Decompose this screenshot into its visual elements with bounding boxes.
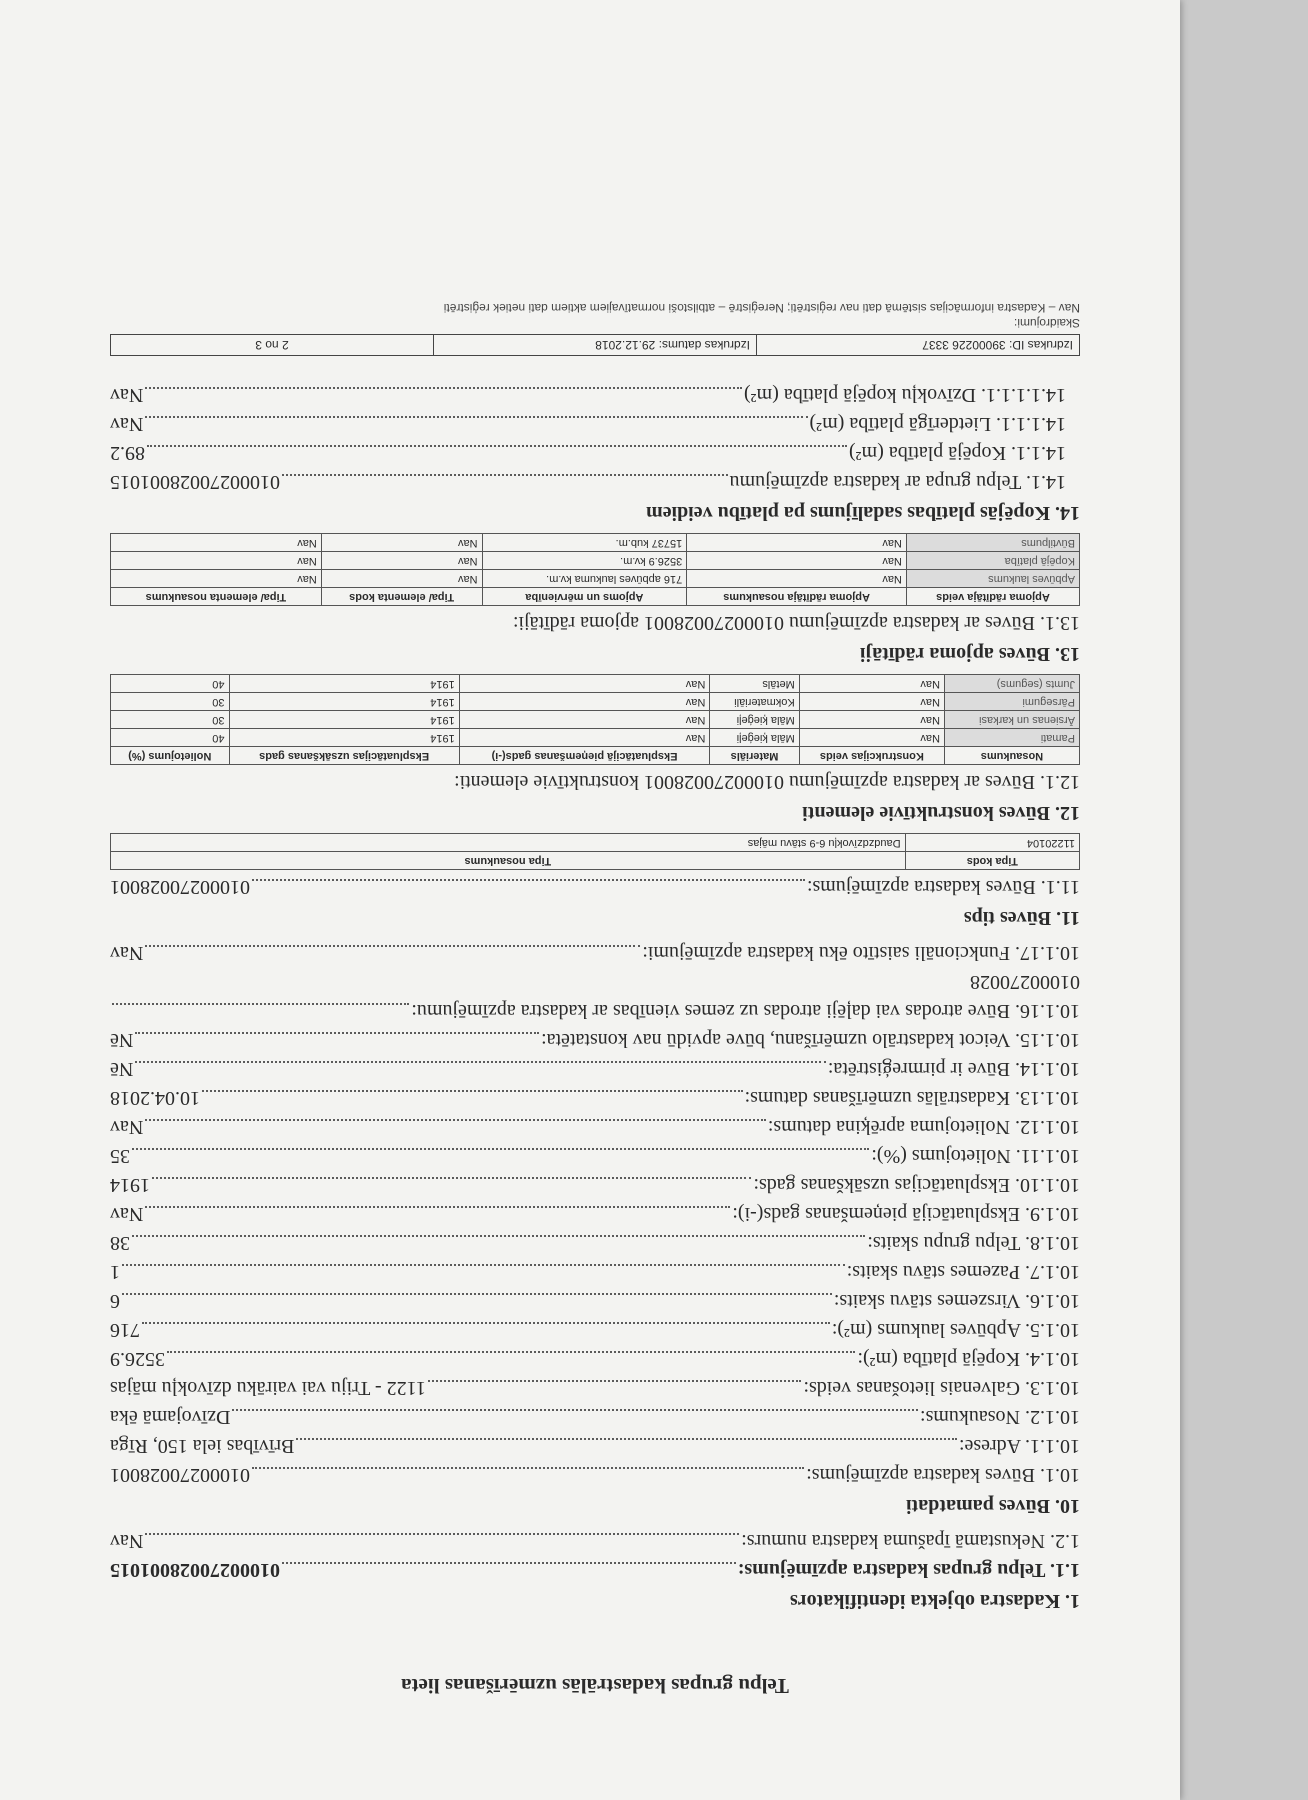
row-value: 10.04.2018: [110, 1087, 200, 1109]
table-cell: 716 apbūves laukuma kv.m.: [482, 570, 687, 588]
table-row: [111, 729, 1080, 747]
dot-leader: [112, 1003, 409, 1005]
dot-leader: [145, 1206, 730, 1208]
row-value: Nav: [110, 942, 144, 964]
table-header: Nosaukums: [944, 747, 1079, 765]
building-type-table: [110, 833, 1080, 870]
table-cell: Metāls: [710, 675, 799, 693]
row-10-8: [110, 1228, 1080, 1257]
table-cell: Pamati: [944, 729, 1079, 747]
dot-leader: [252, 1467, 804, 1469]
row-1-2: [110, 1526, 1080, 1555]
dot-leader: [296, 1438, 956, 1440]
section-14-rows: [110, 380, 1080, 496]
row-14-0: [110, 467, 1066, 496]
row-value: 89.2: [110, 442, 145, 464]
dot-leader: [147, 445, 847, 447]
row-10-5: [110, 1315, 1080, 1344]
row-label: 10.1.2. Nosaukums:: [920, 1406, 1080, 1428]
dot-leader: [132, 1148, 869, 1150]
row-value: 6: [110, 1290, 120, 1312]
dot-leader: [428, 1380, 801, 1382]
row-10-4: [110, 1344, 1080, 1373]
table-cell: Māla ķieģeļi: [710, 711, 799, 729]
table-header: Nolietojums (%): [111, 747, 230, 765]
dot-leader: [282, 474, 728, 476]
table-row: [111, 711, 1080, 729]
row-10-13: [110, 1083, 1080, 1112]
table-cell: Kokmateriāli: [710, 693, 799, 711]
table-cell: Būvtilpums: [906, 534, 1079, 552]
row-value: Nav: [110, 413, 144, 435]
table-body: [111, 534, 1080, 588]
row-value: 1: [110, 1261, 120, 1283]
page-number: 2 no 3: [255, 338, 289, 352]
dot-leader: [145, 1119, 766, 1121]
table-cell: Jumts (segums): [944, 675, 1079, 693]
row-14-2: [110, 409, 1066, 438]
row-label: 14.1.1. Kopējā platība (m²): [848, 442, 1066, 464]
table-cell: 1914: [229, 711, 459, 729]
section-10-rows: [110, 996, 1080, 1489]
table-cell: Daudzdzīvokļu 6-9 stāvu mājas: [111, 834, 906, 852]
table-cell: 40: [111, 675, 230, 693]
row-value: 1914: [110, 1174, 150, 1196]
row-10-12: [110, 1112, 1080, 1141]
row-value: 38: [110, 1232, 130, 1254]
row-label: 11.1. Būves kadastra apzīmējums:: [806, 876, 1080, 898]
print-id: Izdrukas ID: 39000226 3337: [756, 335, 1079, 355]
dot-leader: [135, 1032, 539, 1034]
table-header: Konstrukcijas veids: [799, 747, 944, 765]
row-10-16: [110, 996, 1080, 1025]
row-value: Nav: [110, 1116, 144, 1138]
row-label: 10.1.10. Ekspluatācijas uzsākšanas gads:: [753, 1174, 1080, 1196]
table-row: [111, 834, 1080, 852]
table-cell: Nav: [799, 693, 944, 711]
notes-title: Skaidrojumi:: [1013, 316, 1080, 330]
table-header: Apjoms un mērvienība: [482, 588, 687, 606]
dot-leader: [122, 1264, 845, 1266]
table-cell: Nav: [459, 729, 710, 747]
row-11-1: [110, 872, 1080, 901]
row-value: Nav: [110, 1530, 144, 1552]
row-value: 716: [110, 1319, 140, 1341]
row-14-1: [110, 438, 1066, 467]
dot-leader: [145, 416, 807, 418]
notes-text: Nav – Kadastra informācijas sistēmā dati nav reģistrēti; Nereģistrē – atbilstoši normatīvajiem aktiem dati netiek reģistrēti: [443, 301, 1080, 315]
row-label: 14.1.1.1. Lietderīgā platība (m²): [809, 413, 1066, 435]
table-cell: Nav: [321, 570, 482, 588]
dot-leader: [145, 1533, 739, 1535]
table-cell: Nav: [111, 552, 322, 570]
table-cell: Nav: [687, 534, 907, 552]
row-value: Brīvības iela 150, Rīga: [110, 1435, 295, 1457]
section-13-heading: 13. Būves apjoma rādītāji: [860, 643, 1080, 665]
table-cell: Nav: [459, 693, 710, 711]
row-label: 10.1.3. Galvenais lietošanas veids:: [803, 1377, 1080, 1399]
row-10-2: [110, 1402, 1080, 1431]
print-date: Izdrukas datums: 29.12.2018: [433, 335, 756, 355]
table-cell: Nav: [321, 552, 482, 570]
table-cell: Māla ķieģeļi: [710, 729, 799, 747]
volume-indicators-table: [110, 533, 1080, 606]
table-header: Apjoma rādītāja veids: [906, 588, 1079, 606]
row-label: 10.1.11. Nolietojums (%):: [871, 1145, 1080, 1167]
table-cell: Nav: [799, 729, 944, 747]
table-cell: Kopējā platība: [906, 552, 1079, 570]
row-13-1: 13.1. Būves ar kadastra apzīmējumu 01000270028001 apjoma rādītāji:: [512, 612, 1080, 634]
dot-leader: [145, 387, 742, 389]
row-value: Nē: [110, 1058, 134, 1080]
table-cell: 1914: [229, 729, 459, 747]
row-10-7: [110, 1257, 1080, 1286]
table-cell: 11220104: [905, 834, 1079, 852]
dot-leader: [145, 945, 640, 947]
row-10-3: [110, 1373, 1080, 1402]
table-cell: Nav: [321, 534, 482, 552]
row-label: 10.1.6. Virszemes stāvu skaits:: [833, 1290, 1080, 1312]
row-label: 10.1.9. Ekspluatācijā pieņemšanas gads(-i):: [732, 1203, 1080, 1225]
table-cell: Nav: [459, 711, 710, 729]
dot-leader: [132, 1235, 865, 1237]
row-label: 10.1.15. Veicot kadastrālo uzmērīšanu, būve apvidū nav konstatēta:: [541, 1029, 1080, 1051]
table-cell: Pārsegumi: [944, 693, 1079, 711]
row-value: 1122 - Triju vai vairāku dzīvokļu mājas: [110, 1377, 426, 1399]
row-10-11: [110, 1141, 1080, 1170]
section-14-heading: 14. Kopējās platības sadalījums pa platību veidiem: [646, 502, 1080, 524]
print-footer: [110, 334, 1080, 356]
row-14-3: [110, 380, 1066, 409]
row-label: 10.1.7. Pazemes stāvu skaits:: [846, 1261, 1080, 1283]
dot-leader: [167, 1351, 855, 1353]
row-value: Nav: [110, 384, 144, 406]
row-value: 01000270028001: [110, 876, 250, 898]
row-10-1: [110, 1431, 1080, 1460]
table-header: Tipa/ elementa kods: [321, 588, 482, 606]
row-label: 10.1.8. Telpu grupu skaits:: [867, 1232, 1080, 1254]
table-cell: 3526.9 kv.m.: [482, 552, 687, 570]
table-header-row: [111, 588, 1080, 606]
row-10-15: [110, 1025, 1080, 1054]
row-10-9: [110, 1199, 1080, 1228]
row-value: Nav: [110, 1203, 144, 1225]
row-value: 35: [110, 1145, 130, 1167]
table-cell: Nav: [111, 534, 322, 552]
table-cell: 15737 kub.m.: [482, 534, 687, 552]
table-cell: Nav: [459, 675, 710, 693]
row-10-0: [110, 1460, 1080, 1489]
row-value: 01000270028001015: [110, 1559, 280, 1581]
table-row: [111, 675, 1080, 693]
table-cell: 30: [111, 693, 230, 711]
row-10-6: [110, 1286, 1080, 1315]
dot-leader: [135, 1061, 826, 1063]
section-1-heading: 1. Kadastra objekta identifikators: [790, 1590, 1080, 1612]
row-value: Nē: [110, 1029, 134, 1051]
table-cell: Nav: [687, 570, 907, 588]
row-label: 14.1. Telpu grupa ar kadastra apzīmējumu: [729, 471, 1066, 493]
row-value: Dzīvojamā ēka: [110, 1406, 231, 1428]
document-body: [110, 300, 1080, 1700]
section-11-heading: 11. Būves tips: [963, 907, 1080, 929]
row-label: 10.1.16. Būve atrodas vai daļēji atrodas uz zemes vienības ar kadastra apzīmējumu:: [411, 1000, 1080, 1022]
dot-leader: [252, 879, 805, 881]
table-header: Ekspluatācijā pieņemšanas gads(-i): [459, 747, 710, 765]
table-row: [111, 570, 1080, 588]
dot-leader: [282, 1562, 736, 1564]
table-header: Ekspluatācijas uzsākšanas gads: [229, 747, 459, 765]
row-1-1: [110, 1555, 1080, 1584]
table-row: [111, 534, 1080, 552]
row-10-1-17: [110, 938, 1080, 967]
row-10-10: [110, 1170, 1080, 1199]
table-header: Materiāls: [710, 747, 799, 765]
table-header-row: [111, 747, 1080, 765]
dot-leader: [122, 1293, 832, 1295]
table-cell: Apbūves laukums: [906, 570, 1079, 588]
table-cell: 1914: [229, 693, 459, 711]
row-label: 10.1. Būves kadastra apzīmējums:: [806, 1464, 1080, 1486]
table-header: Tipa nosaukums: [111, 852, 906, 870]
table-cell: Nav: [687, 552, 907, 570]
section-12-heading: 12. Būves konstruktīvie elementi: [802, 802, 1080, 824]
dot-leader: [152, 1177, 751, 1179]
row-label: 10.1.1. Adrese:: [958, 1435, 1080, 1457]
row-label: 10.1.12. Nolietojuma aprēķina datums:: [767, 1116, 1080, 1138]
row-label: 10.1.4. Kopējā platība (m²):: [857, 1348, 1080, 1370]
table-cell: 1914: [229, 675, 459, 693]
row-label: 10.1.14. Būve ir pirmreģistrēta:: [827, 1058, 1080, 1080]
row-10-1-16-value: 01000270028: [970, 971, 1080, 993]
table-row: [111, 693, 1080, 711]
table-cell: Ārsienas un karkasi: [944, 711, 1079, 729]
document-title: Telpu grupas kadastrālās uzmērīšanas lieta: [401, 1674, 789, 1698]
row-12-1: 12.1. Būves ar kadastra apzīmējumu 01000270028001 konstruktīvie elementi:: [454, 771, 1080, 793]
table-cell: 40: [111, 729, 230, 747]
table-cell: Nav: [799, 675, 944, 693]
construction-elements-table: [110, 674, 1080, 765]
section-10-heading: 10. Būves pamatdati: [906, 1495, 1080, 1517]
row-label: 10.1.13. Kadastrālās uzmērīšanas datums:: [744, 1087, 1080, 1109]
row-value: 01000270028001015: [110, 471, 280, 493]
row-label: 1.1. Telpu grupas kadastra apzīmējums:: [737, 1559, 1080, 1581]
table-header: Tipa kods: [905, 852, 1079, 870]
row-value: 3526.9: [110, 1348, 165, 1370]
table-cell: Nav: [111, 570, 322, 588]
dot-leader: [202, 1090, 743, 1092]
row-value: 01000270028001: [110, 1464, 250, 1486]
table-body: [111, 675, 1080, 747]
table-header: Apjoma rādītāja nosaukums: [687, 588, 907, 606]
notes: [110, 300, 1080, 330]
dot-leader: [233, 1409, 919, 1411]
dot-leader: [142, 1322, 830, 1324]
table-row: [111, 552, 1080, 570]
row-label: 10.1.5. Apbūves laukums (m²):: [831, 1319, 1080, 1341]
table-cell: 30: [111, 711, 230, 729]
row-10-14: [110, 1054, 1080, 1083]
row-label: 10.1.17. Funkcionāli saistīto ēku kadastra apzīmējumi:: [642, 942, 1080, 964]
table-header: Tipa/ elementa nosaukums: [111, 588, 322, 606]
row-label: 14.1.1.1.1. Dzīvokļu kopējā platība (m²): [743, 384, 1066, 406]
row-label: 1.2. Nekustamā īpašuma kadastra numurs:: [741, 1530, 1080, 1552]
table-cell: Nav: [799, 711, 944, 729]
